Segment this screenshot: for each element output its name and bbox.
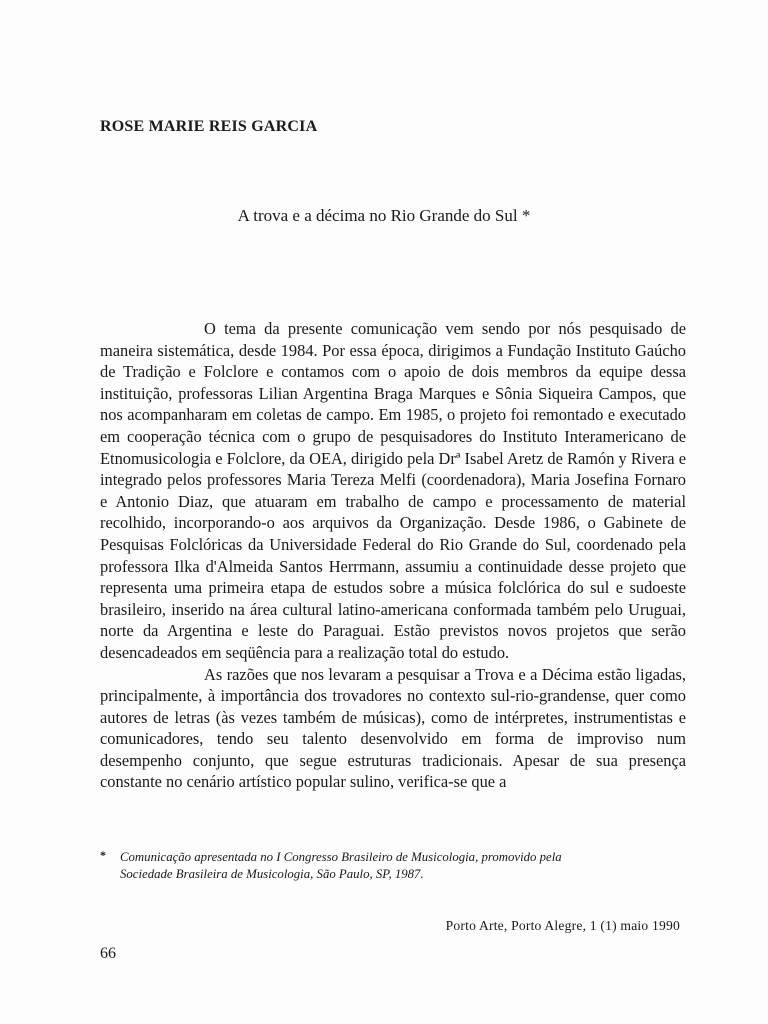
- footnote-line-1: Comunicação apresentada no I Congresso Brasileiro de Musicologia, promovido pela: [120, 850, 562, 864]
- body-paragraph-2: As razões que nos levaram a pesquisar a Trova e a Décima estão ligadas, principalmente, à importância dos trovadores no contexto sul-rio-grandense, quer como autores de letras (às vezes também de músicas), como de intérpretes, instrumentistas e comunicadores, tendo seu talento desenvolvido em forma de improviso num desempenho conjunto, que segue estruturas tradicionais. Apesar de sua presença constante no cenário artístico popular sulino, verifica-se que a: [100, 664, 686, 792]
- footnote-line-2: Sociedade Brasileira de Musicologia, São Paulo, SP, 1987.: [120, 867, 424, 881]
- footnote: [100, 847, 690, 883]
- article-title: A trova e a décima no Rio Grande do Sul *: [237, 206, 531, 225]
- footnote-marker: *: [100, 848, 106, 862]
- journal-citation: Porto Arte, Porto Alegre, 1 (1) maio 1990: [445, 918, 680, 933]
- article-body: [100, 318, 686, 793]
- body-paragraph-1: O tema da presente comunicação vem sendo por nós pesquisado de maneira sistemática, desde 1984. Por essa época, dirigimos a Fundação Instituto Gaúcho de Tradição e Folclore e contamos com o apoio de dois membros da equipe dessa instituição, professoras Lilian Argentina Braga Marques e Sônia Siqueira Campos, que nos acompanharam em coletas de campo. Em 1985, o projeto foi remontado e executado em cooperação técnica com o grupo de pesquisadores do Instituto Interamericano de Etnomusicologia e Folclore, da OEA, dirigido pela Drª Isabel Aretz de Ramón y Rivera e integrado pelos professores Maria Tereza Melfi (coordenadora), Maria Josefina Fornaro e Antonio Diaz, que atuaram em trabalho de campo e processamento de material recolhido, incorporando-o aos arquivos da Organização. Desde 1986, o Gabinete de Pesquisas Folclóricas da Universidade Federal do Rio Grande do Sul, coordenado pela professora Ilka d'Almeida Santos Herrmann, assumiu a continuidade desse projeto que representa uma primeira etapa de estudos sobre a música folclórica do sul e sudoeste brasileiro, inserido na área cultural latino-americana conformada também pelo Uruguai, norte da Argentina e leste do Paraguai. Estão previstos novos projetos que serão desencadeados em seqüência para a realização total do estudo.: [100, 319, 686, 662]
- author-name: ROSE MARIE REIS GARCIA: [100, 118, 318, 135]
- page-number: 66: [100, 945, 116, 962]
